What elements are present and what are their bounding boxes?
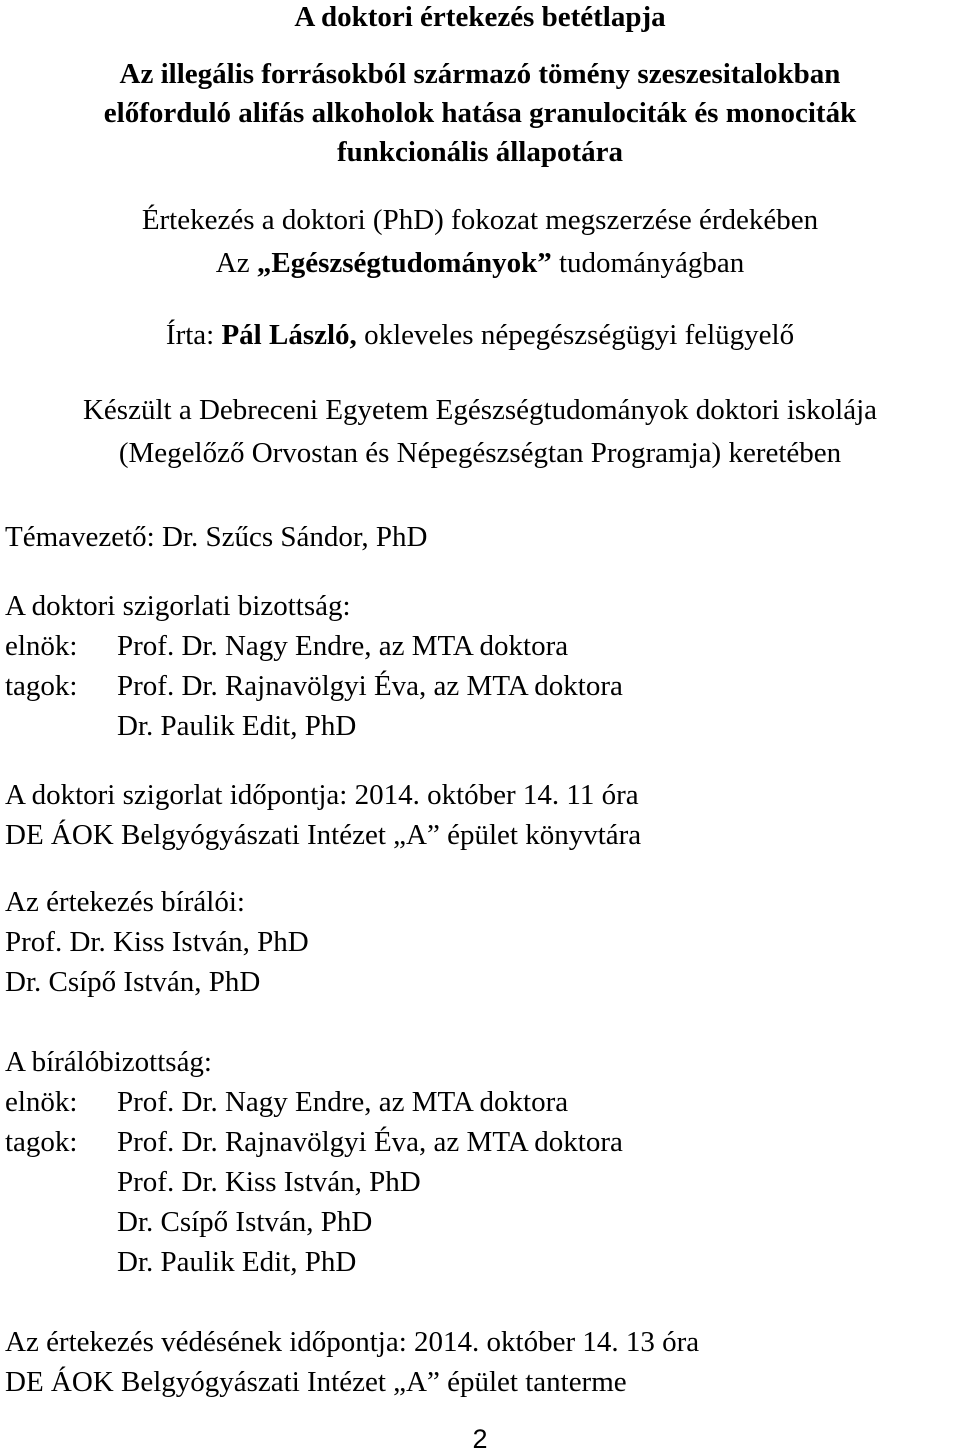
review-committee-chair-row xyxy=(5,1085,568,1120)
review-committee-member-row-3 xyxy=(5,1205,372,1240)
degree-field: „Egészségtudományok” xyxy=(256,247,552,279)
defense-date-line-1: Az értekezés védésének időpontja: 2014. október 14. 13 óra xyxy=(5,1326,700,1358)
school-line-2: (Megelőző Orvostan és Népegészségtan Programja) keretében xyxy=(118,437,842,469)
exam-committee-members-row xyxy=(5,669,623,704)
review-committee-heading: A bírálóbizottság: xyxy=(5,1046,212,1078)
exam-members-label: tagok: xyxy=(5,670,78,702)
school-line-1: Készült a Debreceni Egyetem Egészségtudományok doktori iskolája xyxy=(82,394,878,426)
exam-chair-name: Prof. Dr. Nagy Endre, az MTA doktora xyxy=(117,630,569,662)
exam-committee-chair-row xyxy=(5,629,568,664)
exam-member-1: Prof. Dr. Rajnavölgyi Éva, az MTA doktora xyxy=(117,670,623,702)
thesis-title-line-1: Az illegális forrásokból származó tömény szeszesitalokban xyxy=(119,58,841,90)
exam-committee-member-row-2 xyxy=(5,709,356,744)
page-number: 2 xyxy=(472,1424,488,1454)
review-committee-member-row-4 xyxy=(5,1245,356,1280)
exam-date-line-2: DE ÁOK Belgyógyászati Intézet „A” épület könyvtára xyxy=(5,819,642,851)
degree-line-2 xyxy=(0,246,960,281)
exam-member-2: Dr. Paulik Edit, PhD xyxy=(117,710,357,742)
exam-chair-label: elnök: xyxy=(5,630,78,662)
document-title: A doktori értekezés betétlapja xyxy=(294,1,666,33)
review-chair-name: Prof. Dr. Nagy Endre, az MTA doktora xyxy=(117,1086,569,1118)
degree-suffix: tudományágban xyxy=(551,247,745,279)
author-name: Pál László, xyxy=(221,319,357,351)
review-member-3: Dr. Csípő István, PhD xyxy=(117,1206,373,1238)
review-member-1: Prof. Dr. Rajnavölgyi Éva, az MTA doktora xyxy=(117,1126,623,1158)
reviewer-2: Dr. Csípő István, PhD xyxy=(5,966,261,998)
review-member-2: Prof. Dr. Kiss István, PhD xyxy=(117,1166,421,1198)
thesis-title-line-2: előforduló alifás alkoholok hatása granulociták és monociták xyxy=(103,97,857,129)
author-line xyxy=(0,318,960,353)
exam-date-line-1: A doktori szigorlat időpontja: 2014. október 14. 11 óra xyxy=(5,779,639,811)
review-committee-members-row xyxy=(5,1125,623,1160)
review-member-4: Dr. Paulik Edit, PhD xyxy=(117,1246,357,1278)
author-prefix: Írta: xyxy=(165,319,222,351)
reviewers-heading: Az értekezés bírálói: xyxy=(5,886,245,918)
review-chair-label: elnök: xyxy=(5,1086,78,1118)
thesis-title-line-3: funkcionális állapotára xyxy=(336,136,624,168)
review-members-label: tagok: xyxy=(5,1126,78,1158)
author-suffix: okleveles népegészségügyi felügyelő xyxy=(356,319,795,351)
reviewer-1: Prof. Dr. Kiss István, PhD xyxy=(5,926,309,958)
defense-date-line-2: DE ÁOK Belgyógyászati Intézet „A” épület tanterme xyxy=(5,1366,627,1398)
degree-line-1: Értekezés a doktori (PhD) fokozat megszerzése érdekében xyxy=(141,204,819,236)
degree-prefix: Az xyxy=(215,247,257,279)
exam-committee-heading: A doktori szigorlati bizottság: xyxy=(5,590,351,622)
review-committee-member-row-2 xyxy=(5,1165,421,1200)
supervisor: Témavezető: Dr. Szűcs Sándor, PhD xyxy=(5,521,428,553)
